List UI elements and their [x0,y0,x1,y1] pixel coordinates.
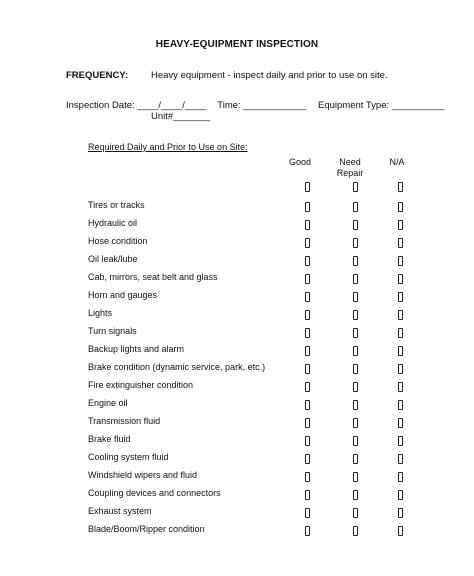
checkbox-need-repair[interactable] [353,202,358,212]
column-header-good: Good [288,157,312,167]
checkbox-header-good[interactable] [305,182,310,192]
checkbox-need-repair[interactable] [353,526,358,536]
checkbox-need-repair[interactable] [353,256,358,266]
checkbox-need-repair[interactable] [353,436,358,446]
column-header-need-repair-label: Need Repair [336,157,364,178]
checkbox-na[interactable] [398,310,403,320]
checkbox-good[interactable] [305,346,310,356]
checklist-item-label: Backup lights and alarm [88,344,185,354]
checkbox-good[interactable] [305,400,310,410]
checkbox-good[interactable] [305,274,310,284]
checkbox-good[interactable] [305,382,310,392]
checkbox-need-repair[interactable] [353,472,358,482]
checkbox-na[interactable] [398,472,403,482]
checkbox-good[interactable] [305,418,310,428]
checkbox-na[interactable] [398,526,403,536]
checkbox-good[interactable] [305,364,310,374]
checklist-item-label: Turn signals [88,326,137,336]
checkbox-na[interactable] [398,328,403,338]
checkbox-need-repair[interactable] [353,400,358,410]
checkbox-na[interactable] [398,508,403,518]
page-title: HEAVY-EQUIPMENT INSPECTION [155,39,319,50]
checkbox-good[interactable] [305,454,310,464]
checkbox-na[interactable] [398,346,403,356]
checklist-item-label: Transmission fluid [88,416,161,426]
checkbox-na[interactable] [398,202,403,212]
checkbox-na[interactable] [398,238,403,248]
checkbox-good[interactable] [305,220,310,230]
checklist-item-label: Hydraulic oil [88,218,138,228]
checkbox-need-repair[interactable] [353,364,358,374]
checklist-item-label: Hose condition [88,236,148,246]
frequency-label: FREQUENCY: [66,70,129,81]
checkbox-good[interactable] [305,328,310,338]
checkbox-good[interactable] [305,202,310,212]
checklist-item-label: Lights [88,308,113,318]
checkbox-need-repair[interactable] [353,238,358,248]
unit-field[interactable]: Unit#_______ [151,111,211,122]
checkbox-need-repair[interactable] [353,328,358,338]
checklist-item-label: Exhaust system [88,506,152,516]
checkbox-need-repair[interactable] [353,310,358,320]
frequency-text: Heavy equipment - inspect daily and prior to use on site. [151,70,388,81]
column-header-na: N/A [389,157,405,167]
checklist-item-label: Fire extinguisher condition [88,380,194,390]
checkbox-good[interactable] [305,526,310,536]
checkbox-need-repair[interactable] [353,508,358,518]
checklist-heading: Required Daily and Prior to Use on Site: [88,142,248,152]
checkbox-need-repair[interactable] [353,346,358,356]
checklist-item-label: Coupling devices and connectors [88,488,221,498]
checklist-item-label: Brake condition (dynamic service, park, etc.) [88,362,266,372]
checkbox-good[interactable] [305,310,310,320]
checklist-item-label: Windshield wipers and fluid [88,470,198,480]
checklist-item-label: Tires or tracks [88,200,145,210]
checkbox-na[interactable] [398,364,403,374]
checklist-item-label: Engine oil [88,398,128,408]
checkbox-good[interactable] [305,508,310,518]
checkbox-need-repair[interactable] [353,292,358,302]
checkbox-need-repair[interactable] [353,454,358,464]
checkbox-na[interactable] [398,382,403,392]
checklist-item-label: Brake fluid [88,434,131,444]
checkbox-need-repair[interactable] [353,220,358,230]
checklist-item-label: Oil leak/lube [88,254,138,264]
checkbox-na[interactable] [398,220,403,230]
checkbox-na[interactable] [398,418,403,428]
checkbox-na[interactable] [398,490,403,500]
inspection-date-field[interactable]: Inspection Date: ____/____/____ [66,100,206,111]
checkbox-good[interactable] [305,292,310,302]
checklist-item-label: Horn and gauges [88,290,158,300]
checkbox-need-repair[interactable] [353,274,358,284]
checkbox-good[interactable] [305,256,310,266]
checkbox-need-repair[interactable] [353,490,358,500]
checkbox-good[interactable] [305,436,310,446]
checkbox-good[interactable] [305,490,310,500]
checkbox-need-repair[interactable] [353,418,358,428]
checkbox-good[interactable] [305,472,310,482]
checkbox-na[interactable] [398,454,403,464]
checkbox-na[interactable] [398,274,403,284]
checklist-item-label: Blade/Boom/Ripper condition [88,524,205,534]
checkbox-header-na[interactable] [398,182,403,192]
time-field[interactable]: Time: ____________ [217,100,307,111]
checkbox-na[interactable] [398,256,403,266]
checkbox-good[interactable] [305,238,310,248]
checklist-item-label: Cab, mirrors, seat belt and glass [88,272,218,282]
equipment-type-field[interactable]: Equipment Type: __________ [318,100,445,111]
checkbox-na[interactable] [398,436,403,446]
column-header-need-repair [333,157,367,179]
checkbox-need-repair[interactable] [353,382,358,392]
inspection-fields-row [66,100,445,111]
checkbox-na[interactable] [398,400,403,410]
checkbox-header-need-repair[interactable] [353,182,358,192]
checkbox-na[interactable] [398,292,403,302]
checklist-item-label: Cooling system fluid [88,452,169,462]
